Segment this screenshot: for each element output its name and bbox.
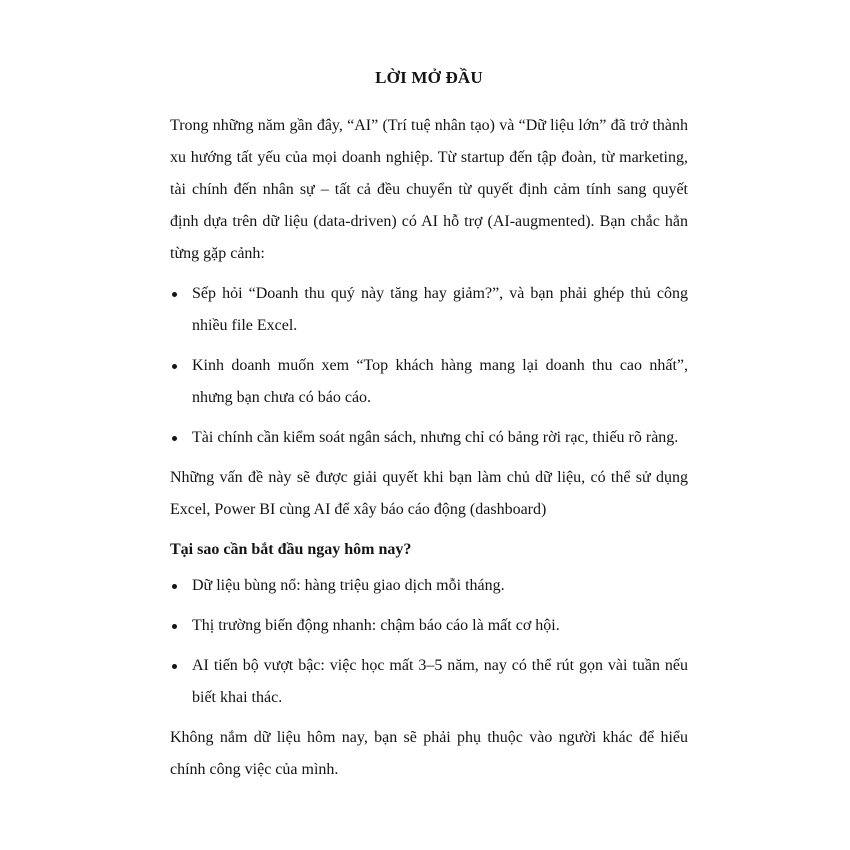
list-item bbox=[170, 350, 688, 414]
list-item-text: Kinh doanh muốn xem “Top khách hàng mang lại doanh thu cao nhất”, nhưng bạn chưa có báo cáo. bbox=[192, 357, 688, 406]
list-item-text: Thị trường biến động nhanh: chậm báo cáo là mất cơ hội. bbox=[192, 617, 560, 634]
bullet-icon bbox=[172, 364, 177, 369]
bullet-icon bbox=[172, 292, 177, 297]
bullet-icon bbox=[172, 664, 177, 669]
intro-paragraph: Trong những năm gần đây, “AI” (Trí tuệ nhân tạo) và “Dữ liệu lớn” đã trở thành xu hướng tất yếu của mọi doanh nghiệp. Từ startup đến tập đoàn, từ marketing, tài chính đến nhân sự – tất cả đều chuyển từ quyết định cảm tính sang quyết định dựa trên dữ liệu (data-driven) có AI hỗ trợ (AI-augmented). Bạn chắc hẳn từng gặp cảnh: bbox=[170, 117, 688, 262]
list-item bbox=[170, 610, 688, 642]
list-item bbox=[170, 278, 688, 342]
closing-paragraph: Không nắm dữ liệu hôm nay, bạn sẽ phải phụ thuộc vào người khác để hiểu chính công việc của mình. bbox=[170, 729, 688, 778]
page-title: LỜI MỞ ĐẦU bbox=[375, 68, 483, 87]
solution-paragraph: Những vấn đề này sẽ được giải quyết khi bạn làm chủ dữ liệu, có thể sử dụng Excel, Power BI cùng AI để xây báo cáo động (dashboard) bbox=[170, 469, 688, 518]
reasons-list bbox=[170, 570, 688, 714]
list-item-text: Sếp hỏi “Doanh thu quý này tăng hay giảm?”, và bạn phải ghép thủ công nhiều file Excel. bbox=[192, 285, 688, 334]
list-item-text: Dữ liệu bùng nổ: hàng triệu giao dịch mỗi tháng. bbox=[192, 577, 505, 594]
document-page bbox=[170, 68, 688, 794]
bullet-icon bbox=[172, 624, 177, 629]
list-item bbox=[170, 422, 688, 454]
scenario-list bbox=[170, 278, 688, 454]
list-item bbox=[170, 650, 688, 714]
section-heading: Tại sao cần bắt đầu ngay hôm nay? bbox=[170, 541, 412, 558]
list-item bbox=[170, 570, 688, 602]
list-item-text: Tài chính cần kiểm soát ngân sách, nhưng chỉ có bảng rời rạc, thiếu rõ ràng. bbox=[192, 429, 679, 446]
bullet-icon bbox=[172, 436, 177, 441]
bullet-icon bbox=[172, 584, 177, 589]
list-item-text: AI tiến bộ vượt bậc: việc học mất 3–5 năm, nay có thể rút gọn vài tuần nếu biết khai thác. bbox=[192, 657, 688, 706]
